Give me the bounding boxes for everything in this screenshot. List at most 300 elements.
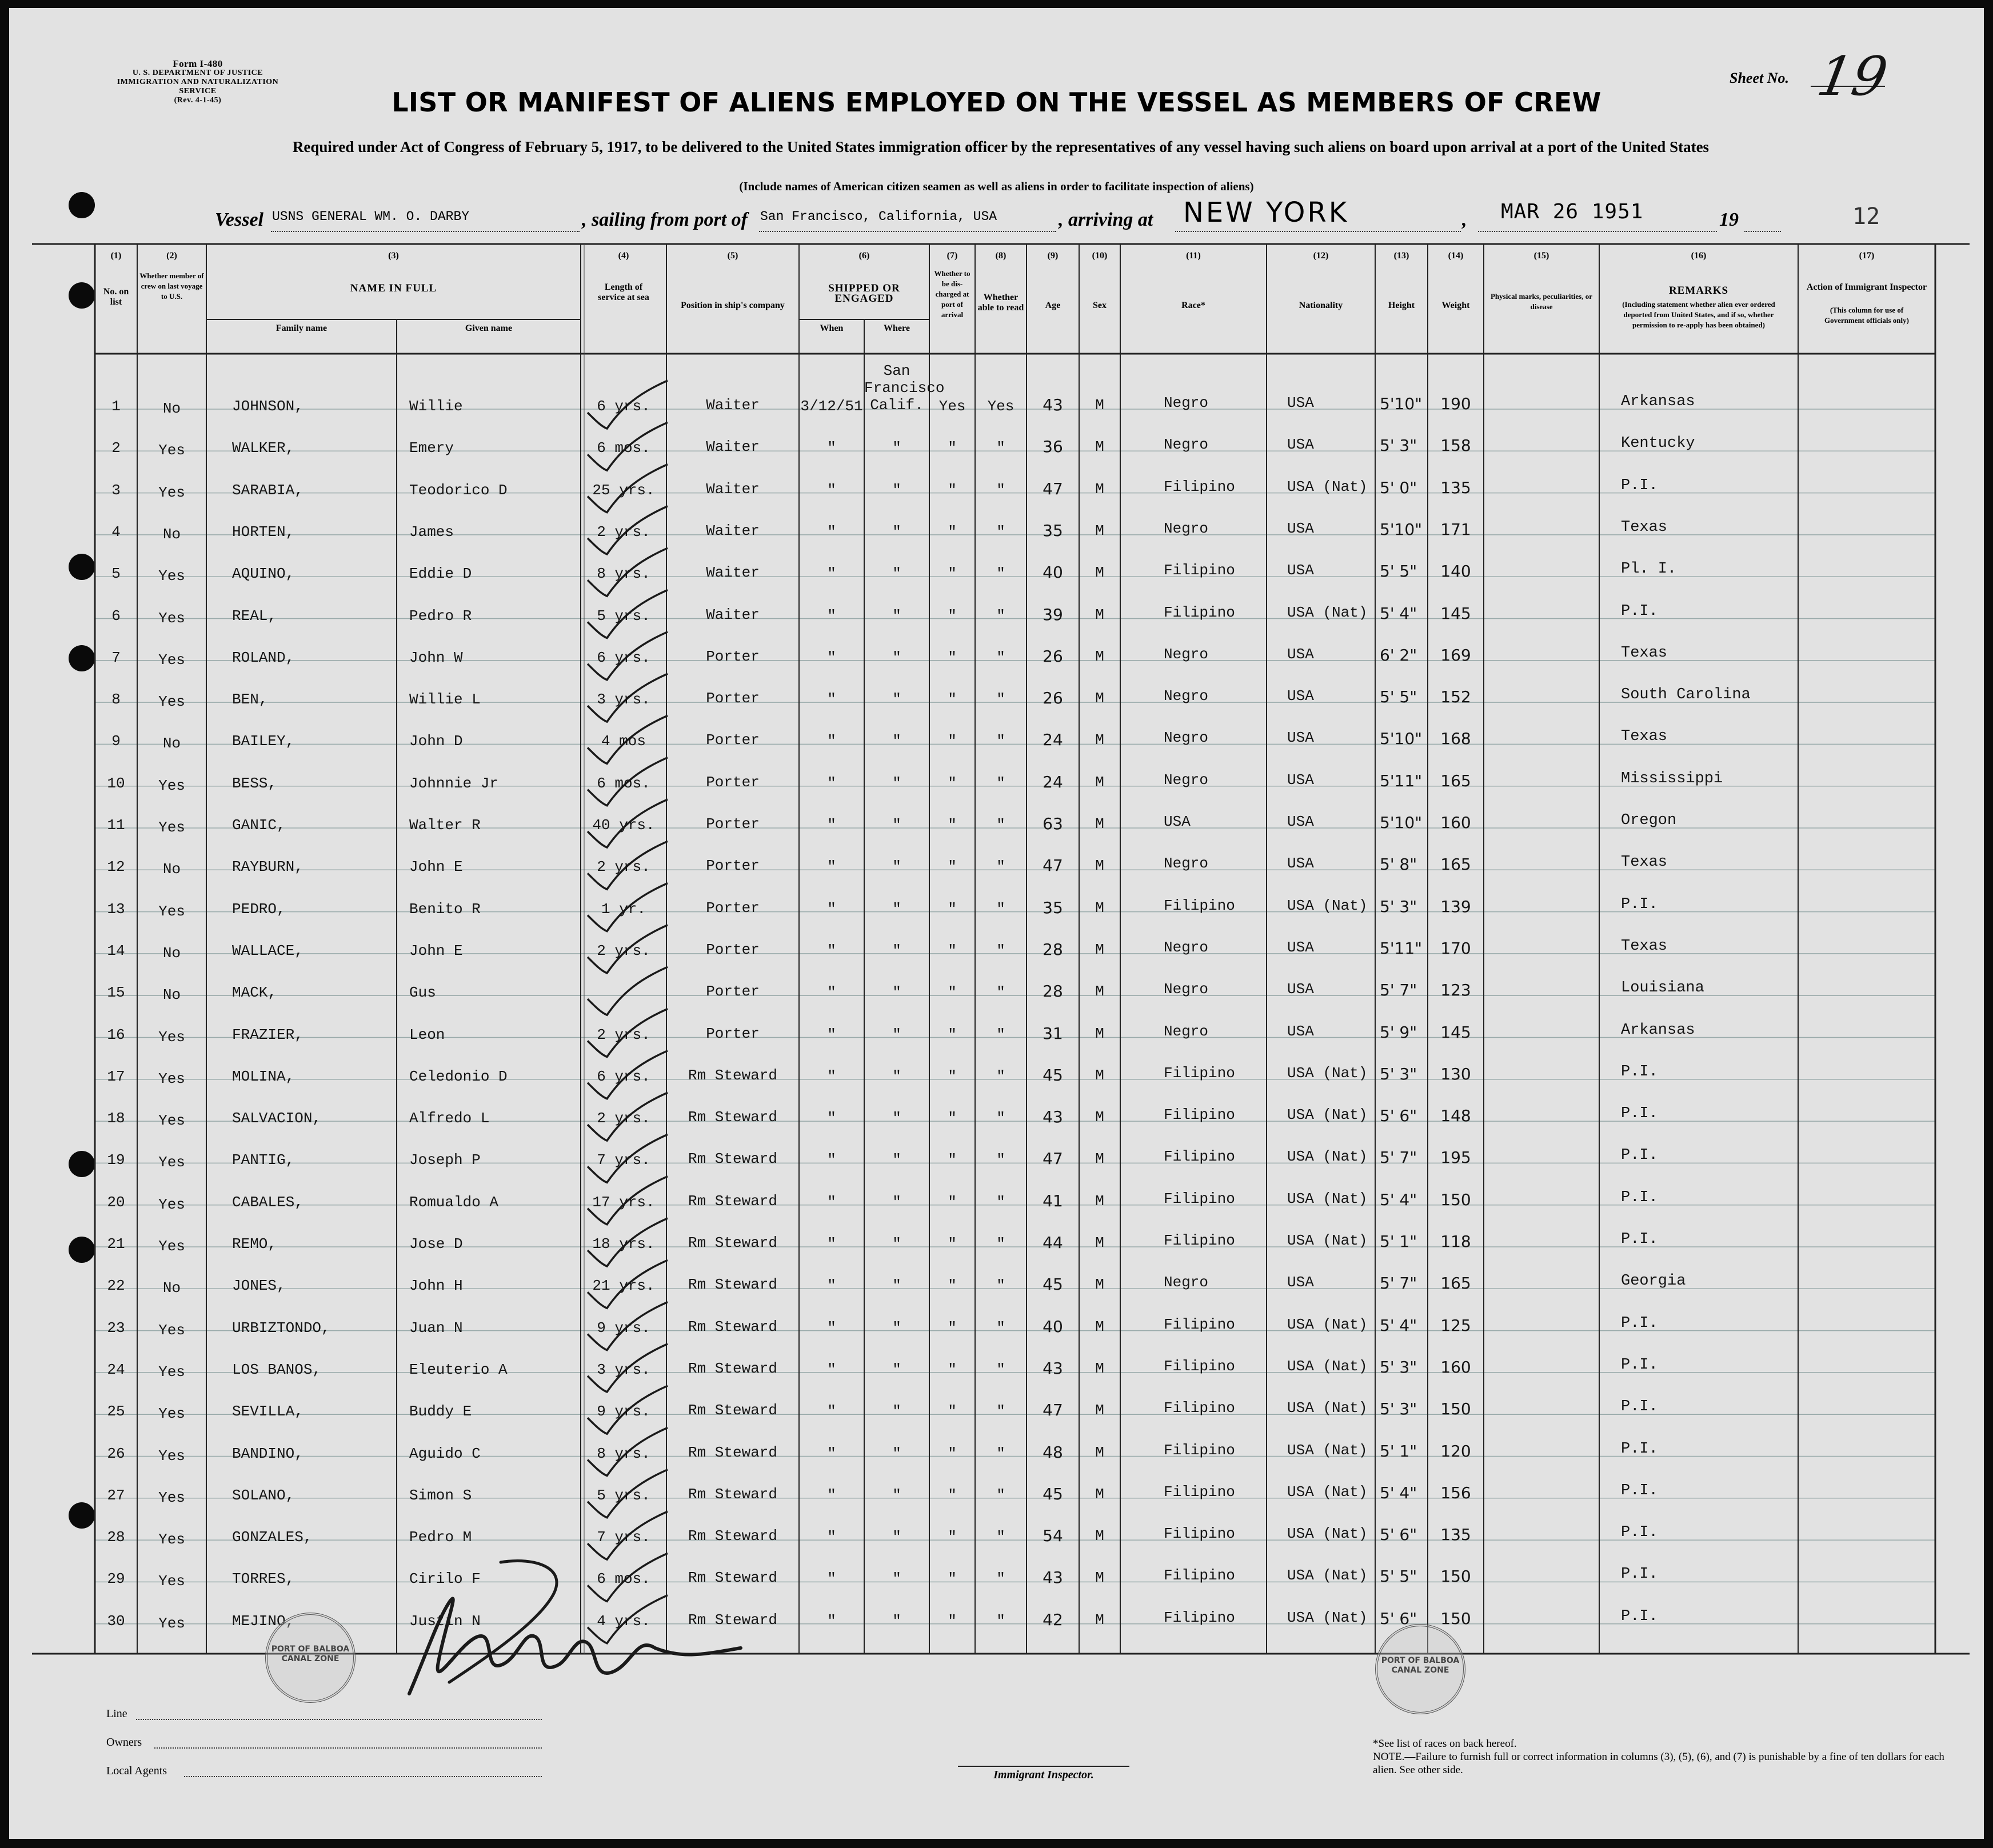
cell-shipped-when: " [827, 1151, 836, 1169]
cell-length-service: 2 yrs. [597, 858, 650, 876]
cell-race: Negro [1164, 1274, 1209, 1291]
cell-last-voyage: Yes [158, 1614, 185, 1632]
header-length-service: Length of service at sea [598, 282, 649, 302]
row-number: 30 [107, 1612, 125, 1630]
cell-family-name: ROLAND, [232, 649, 295, 666]
cell-position: Rm Steward [688, 1569, 778, 1587]
seal-text: PORT OF BALBOA CANAL ZONE [271, 1645, 350, 1663]
check-mark [588, 967, 668, 1015]
cell-discharged: " [948, 1067, 957, 1085]
header-num-c6: (6) [858, 251, 870, 261]
cell-shipped-when: " [827, 1403, 836, 1421]
cell-weight: 148 [1440, 1106, 1471, 1126]
cell-remarks: P.I. [1621, 1105, 1658, 1123]
cell-race: Filipino [1164, 1064, 1235, 1082]
cell-able-to-read: " [996, 1151, 1005, 1169]
cell-able-to-read: " [996, 1403, 1005, 1421]
cell-discharged: " [948, 1403, 957, 1421]
cell-last-voyage: Yes [158, 1321, 185, 1339]
cell-remarks: P.I. [1621, 1398, 1658, 1416]
cell-length-service: 17 yrs. [592, 1193, 655, 1211]
cell-last-voyage: Yes [158, 1028, 185, 1046]
agents-label: Local Agents [106, 1765, 167, 1777]
row-number: 4 [111, 523, 121, 541]
cell-height: 5' 3" [1380, 436, 1417, 455]
cell-family-name: LOS BANOS, [232, 1361, 322, 1378]
cell-shipped-where: " [892, 774, 901, 792]
cell-height: 5' 4" [1380, 1315, 1417, 1335]
cell-family-name: MEJINO, [232, 1612, 295, 1630]
cell-shipped-where: " [892, 1361, 901, 1378]
cell-shipped-when: " [827, 774, 836, 792]
cell-height: 5'11" [1380, 938, 1423, 958]
cell-sex: M [1095, 983, 1104, 1001]
cell-nationality: USA [1287, 813, 1314, 830]
row-number: 9 [111, 733, 121, 750]
cell-age: 47 [1043, 856, 1063, 875]
cell-shipped-when: " [827, 691, 836, 709]
cell-family-name: CABALES, [232, 1193, 303, 1211]
cell-sex: M [1095, 564, 1104, 582]
cell-weight: 150 [1440, 1190, 1471, 1209]
cell-able-to-read: " [996, 1361, 1005, 1378]
row-number: 17 [107, 1067, 125, 1085]
cell-last-voyage: Yes [158, 1238, 185, 1255]
cell-length-service: 6 mos. [597, 439, 650, 457]
cell-height: 5' 9" [1380, 1022, 1417, 1042]
cell-age: 54 [1043, 1526, 1063, 1546]
header-num-c16: (16) [1691, 251, 1707, 261]
owners-field [154, 1747, 542, 1749]
cell-discharged: " [948, 1277, 957, 1295]
cell-age: 47 [1043, 479, 1063, 498]
cell-age: 43 [1043, 395, 1063, 414]
cell-able-to-read: " [996, 984, 1005, 1002]
port-name: San Francisco, California, USA [760, 209, 997, 224]
date-stamp: MAR 26 1951 [1501, 200, 1644, 223]
cell-able-to-read: " [996, 607, 1005, 625]
cell-nationality: USA (Nat) [1287, 478, 1368, 495]
cell-last-voyage: Yes [158, 1112, 185, 1130]
cell-last-voyage: Yes [158, 609, 185, 627]
header-race: Race* [1181, 301, 1205, 310]
vessel-label: Vessel [215, 209, 263, 230]
cell-shipped-where: " [892, 942, 901, 959]
cell-height: 6' 2" [1380, 645, 1417, 665]
cell-position: Rm Steward [688, 1443, 778, 1461]
cell-nationality: USA [1287, 729, 1314, 747]
cell-weight: 135 [1440, 478, 1471, 497]
cell-family-name: SARABIA, [232, 481, 303, 499]
cell-nationality: USA [1287, 771, 1314, 789]
cell-nationality: USA (Nat) [1287, 1232, 1368, 1249]
cell-position: Porter [706, 941, 760, 958]
service: IMMIGRATION AND NATURALIZATION SERVICE [117, 78, 279, 95]
cell-shipped-when: " [827, 1193, 836, 1211]
cell-discharged: " [948, 439, 957, 457]
cell-family-name: BAILEY, [232, 733, 295, 750]
cell-able-to-read: " [996, 733, 1005, 750]
cell-remarks: P.I. [1621, 602, 1658, 620]
cell-able-to-read: " [996, 523, 1005, 541]
cell-family-name: SEVILLA, [232, 1403, 303, 1421]
cell-race: USA [1164, 813, 1191, 830]
cell-shipped-when: " [827, 1570, 836, 1588]
cell-last-voyage: Yes [158, 902, 185, 920]
cell-height: 5' 0" [1380, 478, 1417, 497]
cell-age: 44 [1043, 1233, 1063, 1252]
cell-discharged: " [948, 774, 957, 792]
cell-able-to-read: " [996, 691, 1005, 709]
port-seal-stamp [1375, 1624, 1465, 1714]
cell-race: Negro [1164, 645, 1209, 663]
cell-able-to-read: " [996, 439, 1005, 457]
cell-weight: 168 [1440, 729, 1471, 749]
cell-position: Rm Steward [688, 1527, 778, 1545]
cell-last-voyage: No [162, 986, 181, 1004]
cell-discharged: " [948, 1361, 957, 1378]
cell-race: Filipino [1164, 478, 1235, 495]
cell-height: 5'11" [1380, 771, 1423, 790]
cell-remarks: P.I. [1621, 477, 1658, 494]
cell-last-voyage: Yes [158, 777, 185, 794]
cell-shipped-when: " [827, 649, 836, 666]
cell-shipped-when: " [827, 1235, 836, 1253]
cell-given-name: Johnnie Jr [409, 774, 499, 792]
cell-shipped-when: " [827, 817, 836, 834]
cell-shipped-where: " [892, 1486, 901, 1504]
header-num-c8: (8) [995, 251, 1007, 261]
row-number: 11 [107, 817, 125, 834]
cell-position: Porter [706, 857, 760, 875]
cell-shipped-when: " [827, 1612, 836, 1630]
cell-race: Negro [1164, 1022, 1209, 1040]
cell-shipped-when: " [827, 900, 836, 918]
cell-age: 35 [1043, 898, 1063, 917]
cell-discharged: " [948, 481, 957, 499]
cell-age: 47 [1043, 1149, 1063, 1169]
cell-height: 5' 3" [1380, 1064, 1417, 1083]
cell-length-service: 9 yrs. [597, 1403, 650, 1421]
cell-nationality: USA [1287, 394, 1314, 411]
header-num-c5: (5) [727, 251, 738, 261]
requirement-text: Required under Act of Congress of February 5, 1917, to be delivered to the United States immigration officer by the representatives of any vessel having such aliens on board upon arrival at a port of the United States [292, 138, 1710, 155]
cell-weight: 195 [1440, 1148, 1471, 1167]
cell-length-service: 1 yr. [601, 900, 646, 918]
cell-shipped-where: " [892, 733, 901, 750]
cell-given-name: James [409, 523, 454, 541]
cell-shipped-where: " [892, 1277, 901, 1295]
cell-race: Negro [1164, 519, 1209, 537]
races-note: *See list of races on back hereof. [1373, 1738, 1517, 1750]
department: U. S. DEPARTMENT OF JUSTICE [132, 69, 263, 77]
header-physical-marks: Physical marks, peculiarities, or disease [1490, 292, 1592, 311]
cell-position: Porter [706, 690, 760, 707]
cell-shipped-when: " [827, 942, 836, 959]
cell-length-service: 8 yrs. [597, 565, 650, 583]
header-able-to-read: Whether able to read [977, 293, 1024, 313]
cell-remarks: Texas [1621, 937, 1668, 955]
header-num-c12: (12) [1313, 251, 1329, 261]
cell-length-service: 2 yrs. [597, 523, 650, 541]
cell-discharged: " [948, 733, 957, 750]
cell-discharged: " [948, 523, 957, 541]
cell-height: 5' 3" [1380, 897, 1417, 916]
cell-length-service: 6 yrs. [597, 398, 650, 415]
cell-height: 5' 6" [1380, 1609, 1417, 1628]
header-sex: Sex [1093, 301, 1107, 310]
cell-family-name: GONZALES, [232, 1529, 313, 1546]
header-action-inspector: Action of Immigrant Inspector [1806, 282, 1927, 292]
cell-last-voyage: No [162, 944, 181, 962]
cell-weight: 150 [1440, 1399, 1471, 1419]
cell-last-voyage: Yes [158, 1154, 185, 1171]
header-num-c11: (11) [1186, 251, 1201, 261]
cell-age: 45 [1043, 1065, 1063, 1085]
cell-shipped-when: " [827, 607, 836, 625]
cell-remarks: Georgia [1621, 1273, 1686, 1290]
cell-race: Negro [1164, 938, 1209, 956]
cell-height: 5' 7" [1380, 981, 1417, 1000]
cell-length-service: 4 yrs. [597, 1612, 650, 1630]
cell-height: 5' 8" [1380, 855, 1417, 874]
cell-nationality: USA [1287, 1274, 1314, 1291]
cell-age: 35 [1043, 521, 1063, 540]
cell-given-name: Eleuterio A [409, 1361, 508, 1378]
cell-last-voyage: Yes [158, 1573, 185, 1590]
cell-position: Rm Steward [688, 1276, 778, 1294]
cell-shipped-where: " [892, 900, 901, 918]
cell-weight: 118 [1440, 1232, 1471, 1251]
header-num-c14: (14) [1448, 251, 1464, 261]
cell-last-voyage: Yes [158, 567, 185, 585]
cell-weight: 190 [1440, 394, 1471, 413]
cell-sex: M [1095, 1025, 1104, 1042]
cell-shipped-where: " [892, 1570, 901, 1588]
header-num-c2: (2) [166, 251, 177, 261]
cell-race: Filipino [1164, 1232, 1235, 1249]
cell-race: Negro [1164, 394, 1209, 411]
cell-shipped-where: " [892, 565, 901, 583]
cell-weight: 158 [1440, 436, 1471, 455]
cell-nationality: USA (Nat) [1287, 897, 1368, 914]
header-no-on-list: No. on list [103, 287, 129, 307]
cell-given-name: Willie L [409, 691, 481, 709]
cell-sex: M [1095, 941, 1104, 958]
cell-length-service: 25 yrs. [592, 481, 655, 499]
cell-sex: M [1095, 1527, 1104, 1545]
header-num-c4: (4) [618, 251, 629, 261]
corner-number: 12 [1852, 203, 1880, 230]
cell-sex: M [1095, 1234, 1104, 1251]
cell-shipped-where: " [892, 607, 901, 625]
cell-last-voyage: Yes [158, 1531, 185, 1549]
cell-remarks: Arkansas [1621, 393, 1695, 410]
row-number: 27 [107, 1486, 125, 1504]
cell-shipped-when: " [827, 1445, 836, 1462]
cell-able-to-read: " [996, 1110, 1005, 1127]
cell-length-service: 2 yrs. [597, 1110, 650, 1127]
cell-height: 5' 3" [1380, 1399, 1417, 1419]
cell-age: 24 [1043, 772, 1063, 791]
cell-shipped-where: " [892, 858, 901, 876]
cell-nationality: USA (Nat) [1287, 1609, 1368, 1626]
cell-family-name: BEN, [232, 691, 268, 709]
cell-nationality: USA [1287, 981, 1314, 998]
row-number: 15 [107, 984, 125, 1002]
cell-sex: M [1095, 522, 1104, 539]
cell-family-name: WALLACE, [232, 942, 303, 959]
cell-weight: 169 [1440, 645, 1471, 665]
footnote [1373, 1737, 1944, 1777]
cell-able-to-read: " [996, 942, 1005, 959]
cell-shipped-where: " [892, 523, 901, 541]
cell-given-name: Leon [409, 1026, 445, 1043]
cell-sex: M [1095, 1359, 1104, 1377]
cell-nationality: USA (Nat) [1287, 1106, 1368, 1124]
header-num-c1: (1) [110, 251, 122, 261]
comma-separator: , [1462, 209, 1467, 230]
cell-height: 5'10" [1380, 519, 1423, 539]
header-num-c3: (3) [388, 251, 399, 261]
cell-weight: 171 [1440, 519, 1471, 539]
row-number: 10 [107, 774, 125, 792]
cell-discharged: " [948, 1612, 957, 1630]
cell-given-name: John E [409, 858, 463, 876]
header-family-name: Family name [275, 323, 327, 333]
cell-shipped-when: 3/12/51 [800, 398, 863, 415]
cell-sex: M [1095, 647, 1104, 665]
cell-nationality: USA [1287, 436, 1314, 454]
page-title: LIST OR MANIFEST OF ALIENS EMPLOYED ON THE VESSEL AS MEMBERS OF CREW [392, 87, 1601, 118]
cell-sex: M [1095, 1611, 1104, 1629]
cell-nationality: USA [1287, 938, 1314, 956]
cell-position: Waiter [706, 480, 760, 498]
cell-given-name: Emery [409, 439, 454, 457]
cell-family-name: SOLANO, [232, 1486, 295, 1504]
cell-sex: M [1095, 690, 1104, 707]
cell-shipped-when: " [827, 523, 836, 541]
cell-weight: 156 [1440, 1483, 1471, 1502]
cell-given-name: Joseph P [409, 1151, 481, 1169]
cell-position: Waiter [706, 438, 760, 456]
cell-weight: 150 [1440, 1609, 1471, 1628]
cell-shipped-where: " [892, 691, 901, 709]
cell-race: Filipino [1164, 1525, 1235, 1543]
cell-race: Filipino [1164, 1148, 1235, 1166]
cell-last-voyage: Yes [158, 1070, 185, 1087]
cell-able-to-read: " [996, 817, 1005, 834]
cell-remarks: P.I. [1621, 1440, 1658, 1458]
cell-discharged: " [948, 1570, 957, 1588]
cell-given-name: John D [409, 733, 463, 750]
cell-age: 39 [1043, 605, 1063, 624]
cell-shipped-where: " [892, 1193, 901, 1211]
cell-shipped-when: " [827, 1486, 836, 1504]
cell-discharged: Yes [938, 398, 966, 415]
cell-remarks: P.I. [1621, 1356, 1658, 1374]
cell-position: Porter [706, 731, 760, 749]
cell-sex: M [1095, 1443, 1104, 1461]
cell-nationality: USA (Nat) [1287, 1483, 1368, 1501]
header-discharged: Whether to be dis-charged at port of arrival [934, 269, 970, 319]
cell-position: Porter [706, 773, 760, 791]
manifest-sheet [9, 8, 1984, 1839]
header-where: Where [884, 323, 910, 333]
cell-remarks: P.I. [1621, 1189, 1658, 1206]
cell-position: Rm Steward [688, 1318, 778, 1335]
cell-age: 43 [1043, 1568, 1063, 1587]
cell-age: 24 [1043, 730, 1063, 750]
cell-able-to-read: " [996, 1319, 1005, 1337]
header-remarks: REMARKS [1668, 285, 1729, 297]
cell-race: Negro [1164, 729, 1209, 747]
cell-weight: 145 [1440, 1022, 1471, 1042]
cell-length-service: 4 mos [601, 733, 646, 750]
cell-given-name: Cirilo F [409, 1570, 481, 1588]
cell-age: 45 [1043, 1275, 1063, 1294]
cell-family-name: BESS, [232, 774, 277, 792]
header-num-c9: (9) [1047, 251, 1059, 261]
cell-discharged: " [948, 942, 957, 959]
cell-position: Rm Steward [688, 1402, 778, 1419]
cell-given-name: Jose D [409, 1235, 463, 1253]
cell-height: 5' 5" [1380, 562, 1417, 581]
arriving-label: , arriving at [1059, 209, 1153, 230]
cell-race: Filipino [1164, 562, 1235, 579]
cell-position: Rm Steward [688, 1234, 778, 1251]
cell-nationality: USA (Nat) [1287, 1064, 1368, 1082]
cell-sex: M [1095, 1402, 1104, 1419]
row-number: 13 [107, 900, 125, 918]
cell-given-name: Aguido C [409, 1445, 481, 1462]
cell-race: Filipino [1164, 1483, 1235, 1501]
cell-weight: 160 [1440, 813, 1471, 832]
cell-height: 5' 6" [1380, 1525, 1417, 1545]
cell-given-name: John W [409, 649, 463, 666]
cell-shipped-where: " [892, 439, 901, 457]
year-prefix: 19 [1719, 209, 1739, 230]
cell-height: 5' 5" [1380, 1567, 1417, 1586]
cell-weight: 125 [1440, 1315, 1471, 1335]
cell-last-voyage: Yes [158, 442, 185, 459]
manifest-table-grid [9, 8, 1984, 1839]
cell-able-to-read: " [996, 1193, 1005, 1211]
row-number: 2 [111, 439, 121, 457]
cell-remarks: P.I. [1621, 1231, 1658, 1248]
cell-last-voyage: No [162, 525, 181, 543]
cell-given-name: Juan N [409, 1319, 463, 1337]
cell-weight: 165 [1440, 855, 1471, 874]
row-number: 20 [107, 1193, 125, 1211]
cell-position: Waiter [706, 397, 760, 414]
cell-length-service: 5 yrs. [597, 1486, 650, 1504]
cell-remarks: Texas [1621, 854, 1668, 871]
cell-length-service: 9 yrs. [597, 1319, 650, 1337]
cell-shipped-where: San Francisco Calif. [864, 362, 945, 414]
cell-sex: M [1095, 1192, 1104, 1210]
cell-race: Negro [1164, 687, 1209, 705]
cell-nationality: USA (Nat) [1287, 1148, 1368, 1166]
cell-able-to-read: " [996, 649, 1005, 666]
line-label: Line [106, 1707, 127, 1720]
cell-shipped-when: " [827, 439, 836, 457]
cell-able-to-read: " [996, 1277, 1005, 1295]
cell-height: 5' 4" [1380, 1483, 1417, 1502]
cell-remarks: Texas [1621, 728, 1668, 746]
cell-given-name: Gus [409, 984, 436, 1002]
cell-height: 5' 1" [1380, 1441, 1417, 1461]
